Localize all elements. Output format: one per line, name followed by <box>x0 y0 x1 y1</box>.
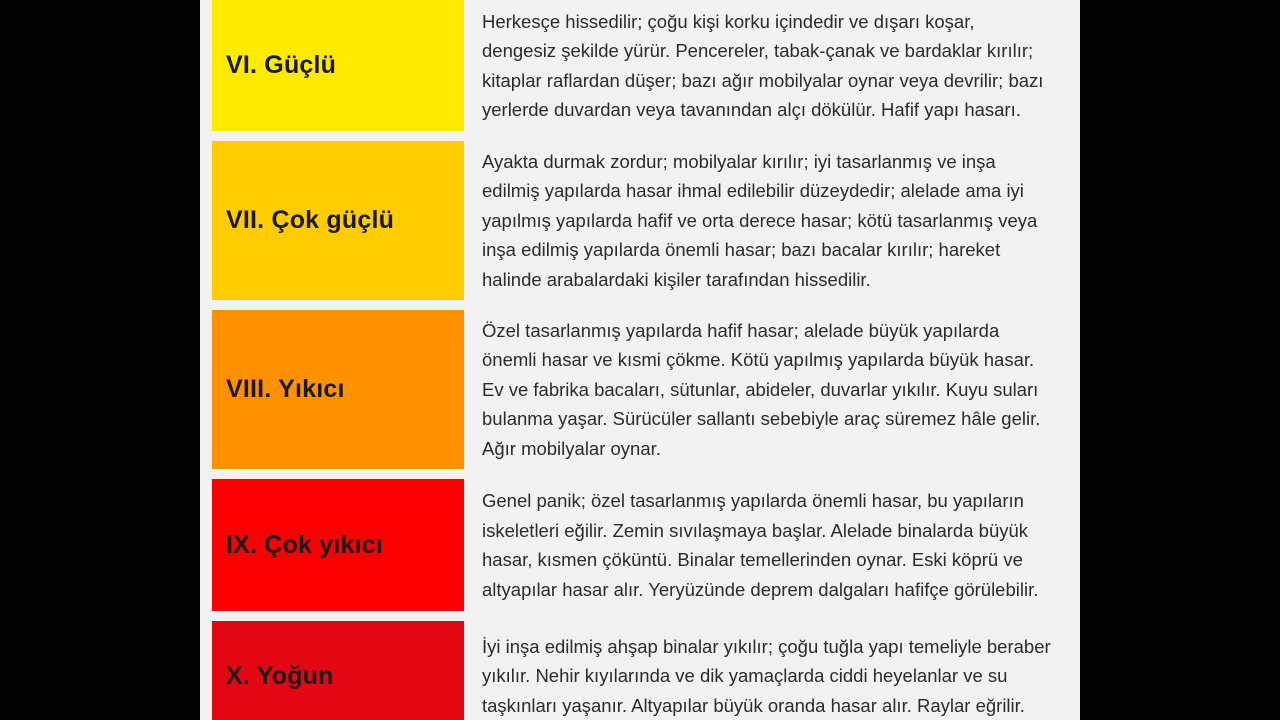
intensity-level-cell <box>212 621 464 720</box>
intensity-description-text: Ayakta durmak zordur; mobilyalar kırılır; iyi tasarlanmış ve inşa edilmiş yapılarda hasar ihmal edilebilir düzeydedir; alelade ama iyi yapılmış yapılarda hafif ve orta derece hasar; kötü tasarlanmış veya inşa edilmiş yapılarda önemli hasar; bazı bacalar kırılır; hareket halinde arabalardaki kişiler tarafından hissedilir. <box>482 150 1038 290</box>
row-divider <box>200 469 1080 479</box>
intensity-level-label: IX. Çok yıkıcı <box>226 530 384 559</box>
intensity-level-label: X. Yoğun <box>226 661 334 690</box>
row-divider <box>200 131 1080 141</box>
intensity-level-cell <box>212 479 464 611</box>
table-row <box>200 310 1080 469</box>
intensity-level-label: VI. Güçlü <box>226 51 337 79</box>
intensity-level-label: VII. Çok güçlü <box>226 206 395 234</box>
row-divider <box>200 300 1080 310</box>
intensity-description-text: Herkesçe hissedilir; çoğu kişi korku içindedir ve dışarı koşar, dengesiz şekilde yürür. Pencereler, tabak-çanak ve bardaklar kırılır; kitaplar raflardan düşer; bazı ağır mobilyalar oynar veya devrilir; bazı yerlerde duvardan veya tavanından alçı dökülür. Hafif yapı hasarı. <box>482 10 1044 120</box>
table-row <box>200 479 1080 611</box>
intensity-level-label: VIII. Yıkıcı <box>226 375 345 403</box>
intensity-description-text: Özel tasarlanmış yapılarda hafif hasar; alelade büyük yapılarda önemli hasar ve kısmi çökme. Kötü yapılmış yapılarda büyük hasar. Ev ve fabrika bacaları, sütunlar, abideler, duvarlar yıkılır. Kuyu suları bulanma yaşar. Sürücüler sallantı sebebiyle araç süremez hâle gelir. Ağır mobilyalar oynar. <box>482 319 1041 459</box>
intensity-description-text: İyi inşa edilmiş ahşap binalar yıkılır; çoğu tuğla yapı temeliyle beraber yıkılır. Nehir kıyılarında ve dik yamaçlarda ciddi heyelanlar ve su taşkınları yaşanır. Altyapılar büyük oranda hasar alır. Raylar eğrilir. <box>482 635 1051 716</box>
intensity-description-cell <box>476 621 1080 720</box>
table-row <box>200 141 1080 300</box>
table-body <box>200 0 1080 720</box>
intensity-description-cell <box>476 141 1080 300</box>
intensity-description-cell <box>476 310 1080 469</box>
table-row <box>200 621 1080 720</box>
intensity-description-cell <box>476 479 1080 611</box>
intensity-level-cell <box>212 141 464 300</box>
intensity-scale-table <box>200 0 1080 720</box>
table-row <box>200 0 1080 131</box>
intensity-level-cell <box>212 0 464 131</box>
intensity-description-text: Genel panik; özel tasarlanmış yapılarda önemli hasar, bu yapıların iskeletleri eğilir. Zemin sıvılaşmaya başlar. Alelade binalarda büyük hasar, kısmen çöküntü. Binalar temellerinden oynar. Eski köprü ve altyapılar hasar alır. Yeryüzünde deprem dalgaları hafifçe görülebilir. <box>482 490 1039 600</box>
row-divider <box>200 611 1080 621</box>
intensity-level-cell <box>212 310 464 469</box>
intensity-description-cell <box>476 0 1080 131</box>
